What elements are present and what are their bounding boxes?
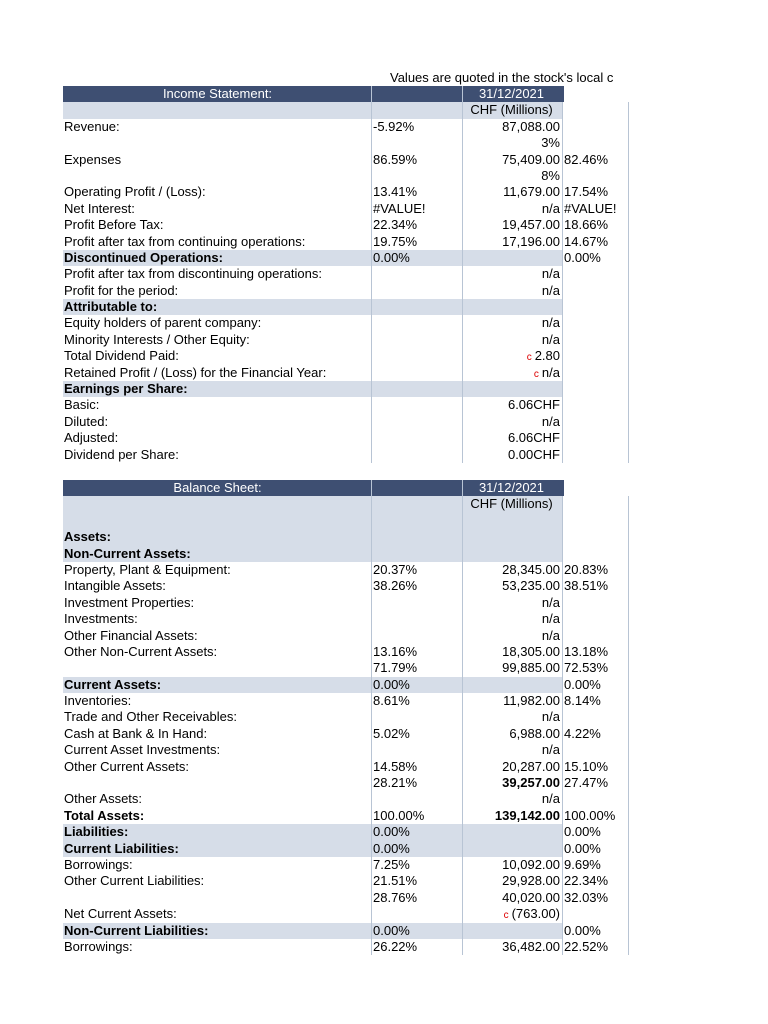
row-pct-prior: [371, 332, 463, 348]
row-label: Non-Current Liabilities:: [64, 922, 209, 938]
row-value: 39,257.00: [462, 775, 560, 791]
row-pct-prior: 22.34%: [371, 217, 463, 233]
row-label: Intangible Assets:: [64, 578, 166, 594]
row-value: [462, 677, 560, 693]
row-pct-prior: [371, 791, 463, 807]
row-label: Cash at Bank & In Hand:: [64, 725, 208, 741]
row-label: Profit Before Tax:: [64, 217, 164, 233]
row-pct-current: [562, 906, 630, 922]
table-row: [63, 430, 628, 446]
row-value: 11,982.00: [462, 693, 560, 709]
balance-date: 31/12/2021: [462, 480, 560, 496]
row-value: n/a: [462, 742, 560, 758]
table-row: [63, 923, 628, 939]
row-pct-prior: [371, 266, 463, 282]
row-label: Attributable to:: [64, 299, 158, 315]
table-row: [63, 250, 628, 266]
row-pct-current: [562, 430, 630, 446]
row-value: 6,988.00: [462, 726, 560, 742]
row-pct-current: 9.69%: [562, 857, 630, 873]
row-pct-current: [562, 529, 630, 545]
row-label: Liabilities:: [64, 824, 129, 840]
row-pct-current: [562, 595, 630, 611]
row-label: [63, 135, 371, 151]
table-row: [63, 135, 628, 151]
row-pct-current: [562, 135, 630, 151]
row-pct-current: [562, 611, 630, 627]
row-pct-current: [562, 266, 630, 282]
row-pct-prior: 0.00%: [371, 677, 463, 693]
row-value: 36,482.00: [462, 939, 560, 955]
row-pct-current: #VALUE!: [562, 201, 630, 217]
row-pct-prior: -5.92%: [371, 119, 463, 135]
row-label: Inventories:: [64, 693, 132, 709]
row-label: Current Liabilities:: [64, 840, 179, 856]
table-row: [63, 808, 628, 824]
comment-marker: c: [526, 352, 532, 364]
table-row: [63, 595, 628, 611]
row-value: n/a: [462, 332, 560, 348]
row-pct-prior: 0.00%: [371, 824, 463, 840]
table-row: [63, 906, 628, 922]
row-value: 19,457.00: [462, 217, 560, 233]
row-label: [63, 168, 371, 184]
row-pct-prior: 71.79%: [371, 660, 463, 676]
row-pct-prior: [371, 414, 463, 430]
row-pct-prior: 0.00%: [371, 923, 463, 939]
row-pct-prior: [371, 397, 463, 413]
table-row: [63, 841, 628, 857]
row-value: 6.06CHF: [462, 397, 560, 413]
row-label: Investment Properties:: [64, 594, 195, 610]
table-row: [63, 529, 628, 545]
row-pct-prior: 19.75%: [371, 234, 463, 250]
row-value: n/a: [541, 364, 560, 380]
income-unit: CHF (Millions): [462, 102, 560, 118]
row-value: 20,287.00: [462, 759, 560, 775]
row-value: 40,020.00: [462, 890, 560, 906]
table-row: [63, 742, 628, 758]
row-pct-current: 14.67%: [562, 234, 630, 250]
row-value-cell: [462, 365, 560, 381]
row-pct-prior: [371, 381, 463, 397]
row-pct-prior: [371, 168, 463, 184]
row-pct-prior: 0.00%: [371, 250, 463, 266]
table-row: [63, 266, 628, 282]
table-row: [63, 775, 628, 791]
row-pct-prior: [371, 529, 463, 545]
row-pct-prior: [371, 709, 463, 725]
row-value: 10,092.00: [462, 857, 560, 873]
row-pct-current: 4.22%: [562, 726, 630, 742]
table-row: [63, 332, 628, 348]
row-pct-current: [562, 119, 630, 135]
table-row: [63, 890, 628, 906]
row-label: Diluted:: [64, 413, 109, 429]
row-label: Non-Current Assets:: [64, 545, 191, 561]
row-label: Trade and Other Receivables:: [64, 709, 237, 725]
row-value: [462, 250, 560, 266]
row-pct-current: 22.52%: [562, 939, 630, 955]
income-title: Income Statement:: [162, 86, 273, 101]
row-value: 11,679.00: [462, 184, 560, 200]
row-pct-current: [562, 397, 630, 413]
table-row: [63, 348, 628, 364]
row-pct-current: 0.00%: [562, 824, 630, 840]
table-row: [63, 726, 628, 742]
row-pct-current: 13.18%: [562, 644, 630, 660]
row-label: Investments:: [64, 611, 138, 627]
row-pct-prior: [371, 611, 463, 627]
row-pct-prior: 28.76%: [371, 890, 463, 906]
row-pct-prior: 8.61%: [371, 693, 463, 709]
row-label: Profit after tax from discontinuing operations:: [64, 266, 322, 282]
row-value: n/a: [462, 315, 560, 331]
row-pct-current: 8.14%: [562, 693, 630, 709]
row-value: n/a: [462, 201, 560, 217]
balance-unit-row: [63, 496, 628, 529]
row-pct-current: [562, 742, 630, 758]
row-pct-prior: [371, 348, 463, 364]
row-value: n/a: [462, 709, 560, 725]
table-row: [63, 152, 628, 168]
row-value: 6.06CHF: [462, 430, 560, 446]
table-row: [63, 119, 628, 135]
row-pct-current: [562, 791, 630, 807]
table-row: [63, 873, 628, 889]
row-label: Adjusted:: [64, 430, 119, 446]
row-pct-current: [562, 348, 630, 364]
row-value: n/a: [462, 266, 560, 282]
row-pct-current: 20.83%: [562, 562, 630, 578]
row-label: Borrowings:: [64, 857, 133, 872]
row-value: 99,885.00: [462, 660, 560, 676]
row-value: 28,345.00: [462, 562, 560, 578]
row-label: Current Assets:: [64, 676, 162, 692]
row-pct-prior: [371, 315, 463, 331]
row-label: Retained Profit / (Loss) for the Financial Year:: [64, 364, 327, 380]
row-label: Equity holders of parent company:: [64, 315, 262, 331]
row-value: 87,088.00: [462, 119, 560, 135]
table-row: [63, 578, 628, 594]
row-pct-current: 18.66%: [562, 217, 630, 233]
row-label: [63, 660, 371, 676]
row-value-cell: [462, 906, 560, 922]
row-pct-current: 0.00%: [562, 841, 630, 857]
table-row: [63, 184, 628, 200]
row-pct-current: 22.34%: [562, 873, 630, 889]
row-label: Profit for the period:: [64, 282, 179, 298]
row-value: n/a: [462, 628, 560, 644]
table-row: [63, 824, 628, 840]
row-label: Net Interest:: [64, 200, 135, 216]
row-pct-prior: 14.58%: [371, 759, 463, 775]
row-value: 8%: [462, 168, 560, 184]
row-value: n/a: [462, 611, 560, 627]
row-pct-current: 82.46%: [562, 152, 630, 168]
table-row: [63, 709, 628, 725]
row-pct-prior: [371, 595, 463, 611]
row-pct-prior: 26.22%: [371, 939, 463, 955]
row-pct-current: 38.51%: [562, 578, 630, 594]
table-row: [63, 168, 628, 184]
row-label: Dividend per Share:: [64, 446, 179, 462]
row-value: [462, 841, 560, 857]
row-label: [63, 890, 371, 906]
row-label: Assets:: [64, 529, 111, 545]
row-value: 29,928.00: [462, 873, 560, 889]
row-label: Total Dividend Paid:: [64, 348, 179, 364]
row-pct-prior: [371, 628, 463, 644]
balance-sheet-table: [63, 480, 628, 955]
row-value: 3%: [462, 135, 560, 151]
currency-note: Values are quoted in the stock's local c: [390, 70, 614, 85]
row-pct-current: 0.00%: [562, 250, 630, 266]
row-value: 0.00CHF: [462, 447, 560, 463]
row-value: (763.00): [511, 906, 560, 922]
row-pct-current: [562, 168, 630, 184]
row-pct-prior: 28.21%: [371, 775, 463, 791]
row-pct-prior: 13.41%: [371, 184, 463, 200]
row-label: Operating Profit / (Loss):: [64, 184, 206, 200]
row-pct-current: [562, 365, 630, 381]
row-label: [63, 775, 371, 791]
row-value: 139,142.00: [462, 808, 560, 824]
table-row: [63, 628, 628, 644]
row-value: 17,196.00: [462, 234, 560, 250]
row-pct-current: 0.00%: [562, 677, 630, 693]
row-pct-prior: [371, 135, 463, 151]
table-row: [63, 660, 628, 676]
row-pct-prior: [371, 430, 463, 446]
row-pct-current: 100.00%: [562, 808, 630, 824]
row-pct-current: [562, 299, 630, 315]
row-value: n/a: [462, 283, 560, 299]
row-label: Minority Interests / Other Equity:: [64, 331, 250, 347]
table-row: [63, 791, 628, 807]
balance-title: Balance Sheet:: [173, 480, 262, 495]
table-row: [63, 644, 628, 660]
row-label: Other Current Assets:: [64, 758, 189, 774]
table-row: [63, 283, 628, 299]
row-pct-current: [562, 381, 630, 397]
row-pct-current: [562, 332, 630, 348]
row-pct-prior: 100.00%: [371, 808, 463, 824]
table-row: [63, 562, 628, 578]
table-row: [63, 299, 628, 315]
row-pct-current: [562, 628, 630, 644]
row-pct-current: [562, 709, 630, 725]
table-row: [63, 546, 628, 562]
comment-marker: c: [503, 910, 509, 922]
row-value: n/a: [462, 791, 560, 807]
row-pct-prior: 21.51%: [371, 873, 463, 889]
row-pct-current: [562, 283, 630, 299]
row-label: Discontinued Operations:: [64, 249, 223, 265]
row-pct-current: [562, 315, 630, 331]
row-label: Other Assets:: [64, 791, 143, 807]
balance-unit: CHF (Millions): [462, 496, 560, 529]
row-pct-prior: 5.02%: [371, 726, 463, 742]
row-label: Property, Plant & Equipment:: [64, 561, 231, 577]
row-pct-current: [562, 546, 630, 562]
row-pct-prior: [371, 365, 463, 381]
row-label: Current Asset Investments:: [64, 742, 221, 758]
table-row: [63, 315, 628, 331]
income-unit-row: [63, 102, 628, 118]
row-value: 18,305.00: [462, 644, 560, 660]
row-value: n/a: [462, 414, 560, 430]
row-pct-prior: [371, 283, 463, 299]
row-pct-current: 72.53%: [562, 660, 630, 676]
table-row: [63, 693, 628, 709]
row-pct-prior: [371, 906, 463, 922]
row-pct-current: 32.03%: [562, 890, 630, 906]
row-value-cell: [462, 348, 560, 364]
row-pct-prior: 20.37%: [371, 562, 463, 578]
row-label: Basic:: [64, 397, 100, 413]
row-value: [462, 529, 560, 545]
row-pct-prior: #VALUE!: [371, 201, 463, 217]
table-row: [63, 201, 628, 217]
row-value: [462, 546, 560, 562]
row-value: [462, 923, 560, 939]
row-pct-current: 27.47%: [562, 775, 630, 791]
row-label: Net Current Assets:: [64, 906, 177, 922]
row-label: Other Non-Current Assets:: [64, 643, 218, 659]
income-header-row: [63, 86, 628, 102]
table-row: [63, 217, 628, 233]
row-label: Earnings per Share:: [64, 381, 188, 397]
row-pct-prior: 13.16%: [371, 644, 463, 660]
row-value: n/a: [462, 595, 560, 611]
income-statement-table: [63, 86, 628, 463]
table-row: [63, 234, 628, 250]
row-pct-prior: [371, 546, 463, 562]
row-pct-current: 0.00%: [562, 923, 630, 939]
row-pct-prior: [371, 299, 463, 315]
row-pct-prior: 38.26%: [371, 578, 463, 594]
table-row: [63, 611, 628, 627]
table-row: [63, 759, 628, 775]
row-value: [462, 299, 560, 315]
table-row: [63, 857, 628, 873]
table-row: [63, 365, 628, 381]
row-pct-current: [562, 447, 630, 463]
row-pct-current: [562, 414, 630, 430]
row-value: [462, 381, 560, 397]
table-row: [63, 677, 628, 693]
row-label: Other Current Liabilities:: [64, 873, 205, 889]
table-row: [63, 414, 628, 430]
table-row: [63, 381, 628, 397]
row-value: 2.80: [534, 348, 560, 364]
row-pct-prior: [371, 742, 463, 758]
balance-header-row: [63, 480, 628, 496]
row-label: Borrowings:: [64, 938, 133, 954]
row-value: [462, 824, 560, 840]
row-pct-prior: [371, 447, 463, 463]
row-pct-prior: 0.00%: [371, 841, 463, 857]
comment-marker: c: [533, 368, 539, 380]
row-label: Expenses: [64, 151, 122, 167]
row-pct-current: 15.10%: [562, 759, 630, 775]
row-pct-prior: 7.25%: [371, 857, 463, 873]
table-row: [63, 939, 628, 955]
row-label: Profit after tax from continuing operations:: [64, 233, 306, 249]
row-pct-current: 17.54%: [562, 184, 630, 200]
table-row: [63, 447, 628, 463]
row-value: 75,409.00: [462, 152, 560, 168]
row-label: Revenue:: [64, 118, 120, 134]
income-date: 31/12/2021: [462, 86, 560, 102]
row-pct-prior: 86.59%: [371, 152, 463, 168]
row-label: Total Assets:: [64, 807, 145, 823]
table-row: [63, 397, 628, 413]
row-label: Other Financial Assets:: [64, 627, 198, 643]
row-value: 53,235.00: [462, 578, 560, 594]
